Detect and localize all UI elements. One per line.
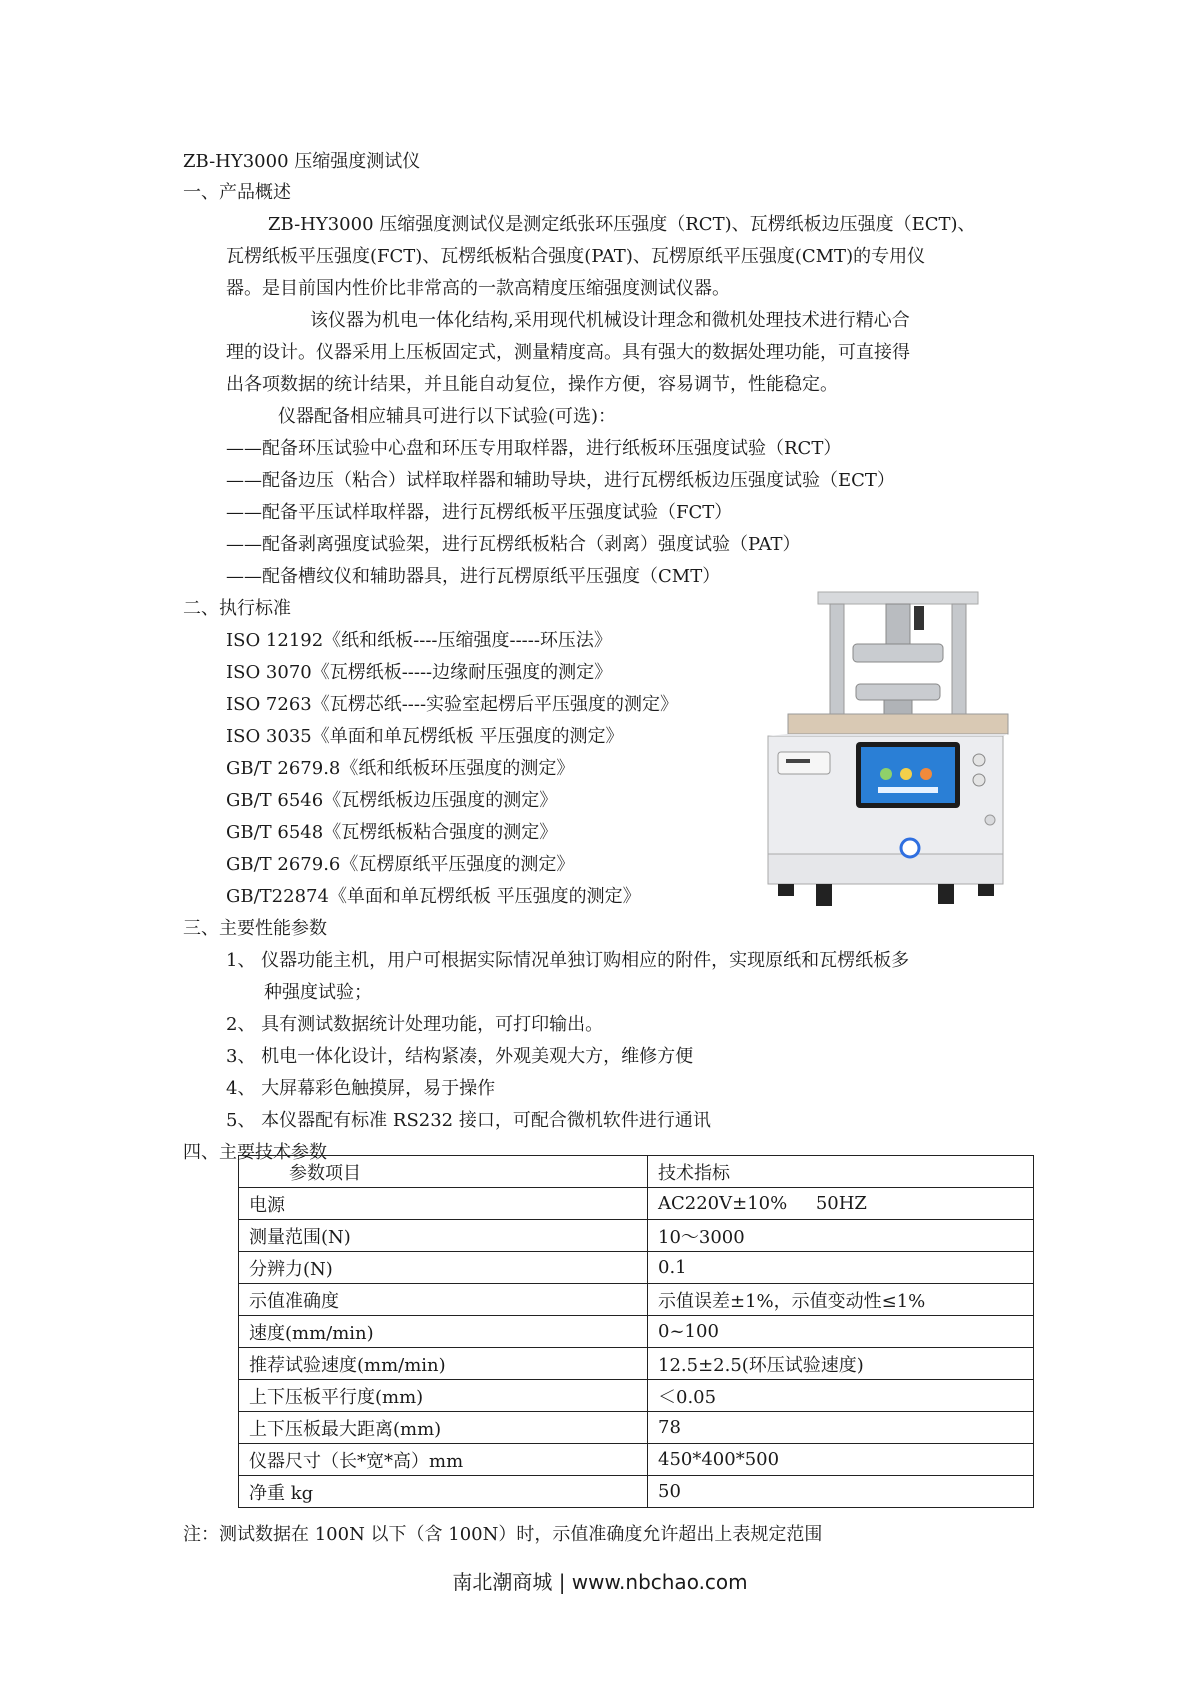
- standard-item: ISO 3070《瓦楞纸板-----边缘耐压强度的测定》: [226, 662, 613, 683]
- section2-heading: 二、执行标准: [183, 598, 291, 619]
- table-row: [239, 1476, 1034, 1508]
- standard-item: ISO 7263《瓦楞芯纸----实验室起楞后平压强度的测定》: [226, 694, 679, 715]
- table-row: [239, 1316, 1034, 1348]
- table-row: [239, 1220, 1034, 1252]
- param-name: 净重 kg: [239, 1476, 648, 1508]
- table-row: [239, 1412, 1034, 1444]
- param-name: 上下压板平行度(mm): [239, 1380, 648, 1412]
- param-name: 测量范围(N): [239, 1220, 648, 1252]
- param-value: ＜0.05: [648, 1380, 1034, 1412]
- section4-heading: 四、主要技术参数: [183, 1142, 327, 1163]
- standard-item: GB/T 2679.8《纸和纸板环压强度的测定》: [226, 758, 575, 779]
- param-name: 仪器尺寸（长*宽*高）mm: [239, 1444, 648, 1476]
- standard-item: GB/T 6548《瓦楞纸板粘合强度的测定》: [226, 822, 558, 843]
- param-name: 电源: [239, 1188, 648, 1220]
- standard-item: GB/T 2679.6《瓦楞原纸平压强度的测定》: [226, 854, 575, 875]
- standard-item: GB/T22874《单面和单瓦楞纸板 平压强度的测定》: [226, 886, 641, 907]
- standard-item: GB/T 6546《瓦楞纸板边压强度的测定》: [226, 790, 558, 811]
- section1-item: ——配备剥离强度试验架，进行瓦楞纸板粘合（剥离）强度试验（PAT）: [226, 534, 801, 555]
- standard-item: ISO 3035《单面和单瓦楞纸板 平压强度的测定》: [226, 726, 624, 747]
- table-row: [239, 1284, 1034, 1316]
- section3-heading: 三、主要性能参数: [183, 918, 327, 939]
- spec-table: [238, 1155, 1034, 1508]
- table-row: [239, 1380, 1034, 1412]
- param-name: 速度(mm/min): [239, 1316, 648, 1348]
- param-value: AC220V±10% 50HZ: [648, 1188, 1034, 1220]
- param-value: 0.1: [648, 1252, 1034, 1284]
- table-header-row: [239, 1156, 1034, 1188]
- performance-item: 4、 大屏幕彩色触摸屏，易于操作: [226, 1078, 496, 1099]
- performance-item: 2、 具有测试数据统计处理功能，可打印输出。: [226, 1014, 604, 1035]
- param-value: 78: [648, 1412, 1034, 1444]
- param-value: 10～3000: [648, 1220, 1034, 1252]
- section1-heading: 一、产品概述: [183, 182, 291, 203]
- section1-p1-line1: ZB-HY3000 压缩强度测试仪是测定纸张环压强度（RCT)、瓦楞纸板边压强度（ECT)、: [268, 214, 976, 235]
- performance-item: 3、 机电一体化设计，结构紧凑，外观美观大方，维修方便: [226, 1046, 694, 1067]
- section1-item: ——配备边压（粘合）试样取样器和辅助导块，进行瓦楞纸板边压强度试验（ECT）: [226, 470, 895, 491]
- instrument-photo: [738, 584, 1038, 914]
- param-name: 推荐试验速度(mm/min): [239, 1348, 648, 1380]
- performance-item: 种强度试验；: [264, 982, 372, 1003]
- section1-item: ——配备槽纹仪和辅助器具，进行瓦楞原纸平压强度（CMT）: [226, 566, 721, 587]
- performance-item: 1、 仪器功能主机，用户可根据实际情况单独订购相应的附件，实现原纸和瓦楞纸板多: [226, 950, 910, 971]
- param-value: 50: [648, 1476, 1034, 1508]
- table-row: [239, 1348, 1034, 1380]
- param-value: 12.5±2.5(环压试验速度): [648, 1348, 1034, 1380]
- section1-p1-line3: 器。是目前国内性价比非常高的一款高精度压缩强度测试仪器。: [226, 278, 730, 299]
- section1-item: ——配备平压试样取样器，进行瓦楞纸板平压强度试验（FCT）: [226, 502, 733, 523]
- section1-p1-line2: 瓦楞纸板平压强度(FCT)、瓦楞纸板粘合强度(PAT)、瓦楞原纸平压强度(CMT)的专用仪: [226, 246, 926, 267]
- section1-p3: 仪器配备相应辅具可进行以下试验(可选)：: [278, 406, 617, 427]
- performance-item: 5、 本仪器配有标准 RS232 接口，可配合微机软件进行通讯: [226, 1110, 711, 1131]
- table-header-cell: 参数项目: [239, 1156, 648, 1188]
- table-row: [239, 1188, 1034, 1220]
- section1-item: ——配备环压试验中心盘和环压专用取样器，进行纸板环压强度试验（RCT）: [226, 438, 842, 459]
- table-row: [239, 1444, 1034, 1476]
- param-name: 上下压板最大距离(mm): [239, 1412, 648, 1444]
- param-name: 示值准确度: [239, 1284, 648, 1316]
- param-value: 450*400*500: [648, 1444, 1034, 1476]
- table-note: 注：测试数据在 100N 以下（含 100N）时，示值准确度允许超出上表规定范围: [183, 1524, 823, 1545]
- param-name: 分辨力(N): [239, 1252, 648, 1284]
- section1-p2-line2: 理的设计。仪器采用上压板固定式，测量精度高。具有强大的数据处理功能，可直接得: [226, 342, 910, 363]
- document-title: ZB-HY3000 压缩强度测试仪: [183, 151, 421, 172]
- table-row: [239, 1252, 1034, 1284]
- param-value: 0~100: [648, 1316, 1034, 1348]
- param-value: 示值误差±1%，示值变动性≤1%: [648, 1284, 1034, 1316]
- table-header-cell: 技术指标: [648, 1156, 1034, 1188]
- standard-item: ISO 12192《纸和纸板----压缩强度-----环压法》: [226, 630, 612, 651]
- footer-site-link[interactable]: 南北潮商城 | www.nbchao.com: [452, 1570, 748, 1594]
- section1-p2-line3: 出各项数据的统计结果，并且能自动复位，操作方便，容易调节，性能稳定。: [226, 374, 838, 395]
- section1-p2-line1: 该仪器为机电一体化结构,采用现代机械设计理念和微机处理技术进行精心合: [310, 310, 910, 331]
